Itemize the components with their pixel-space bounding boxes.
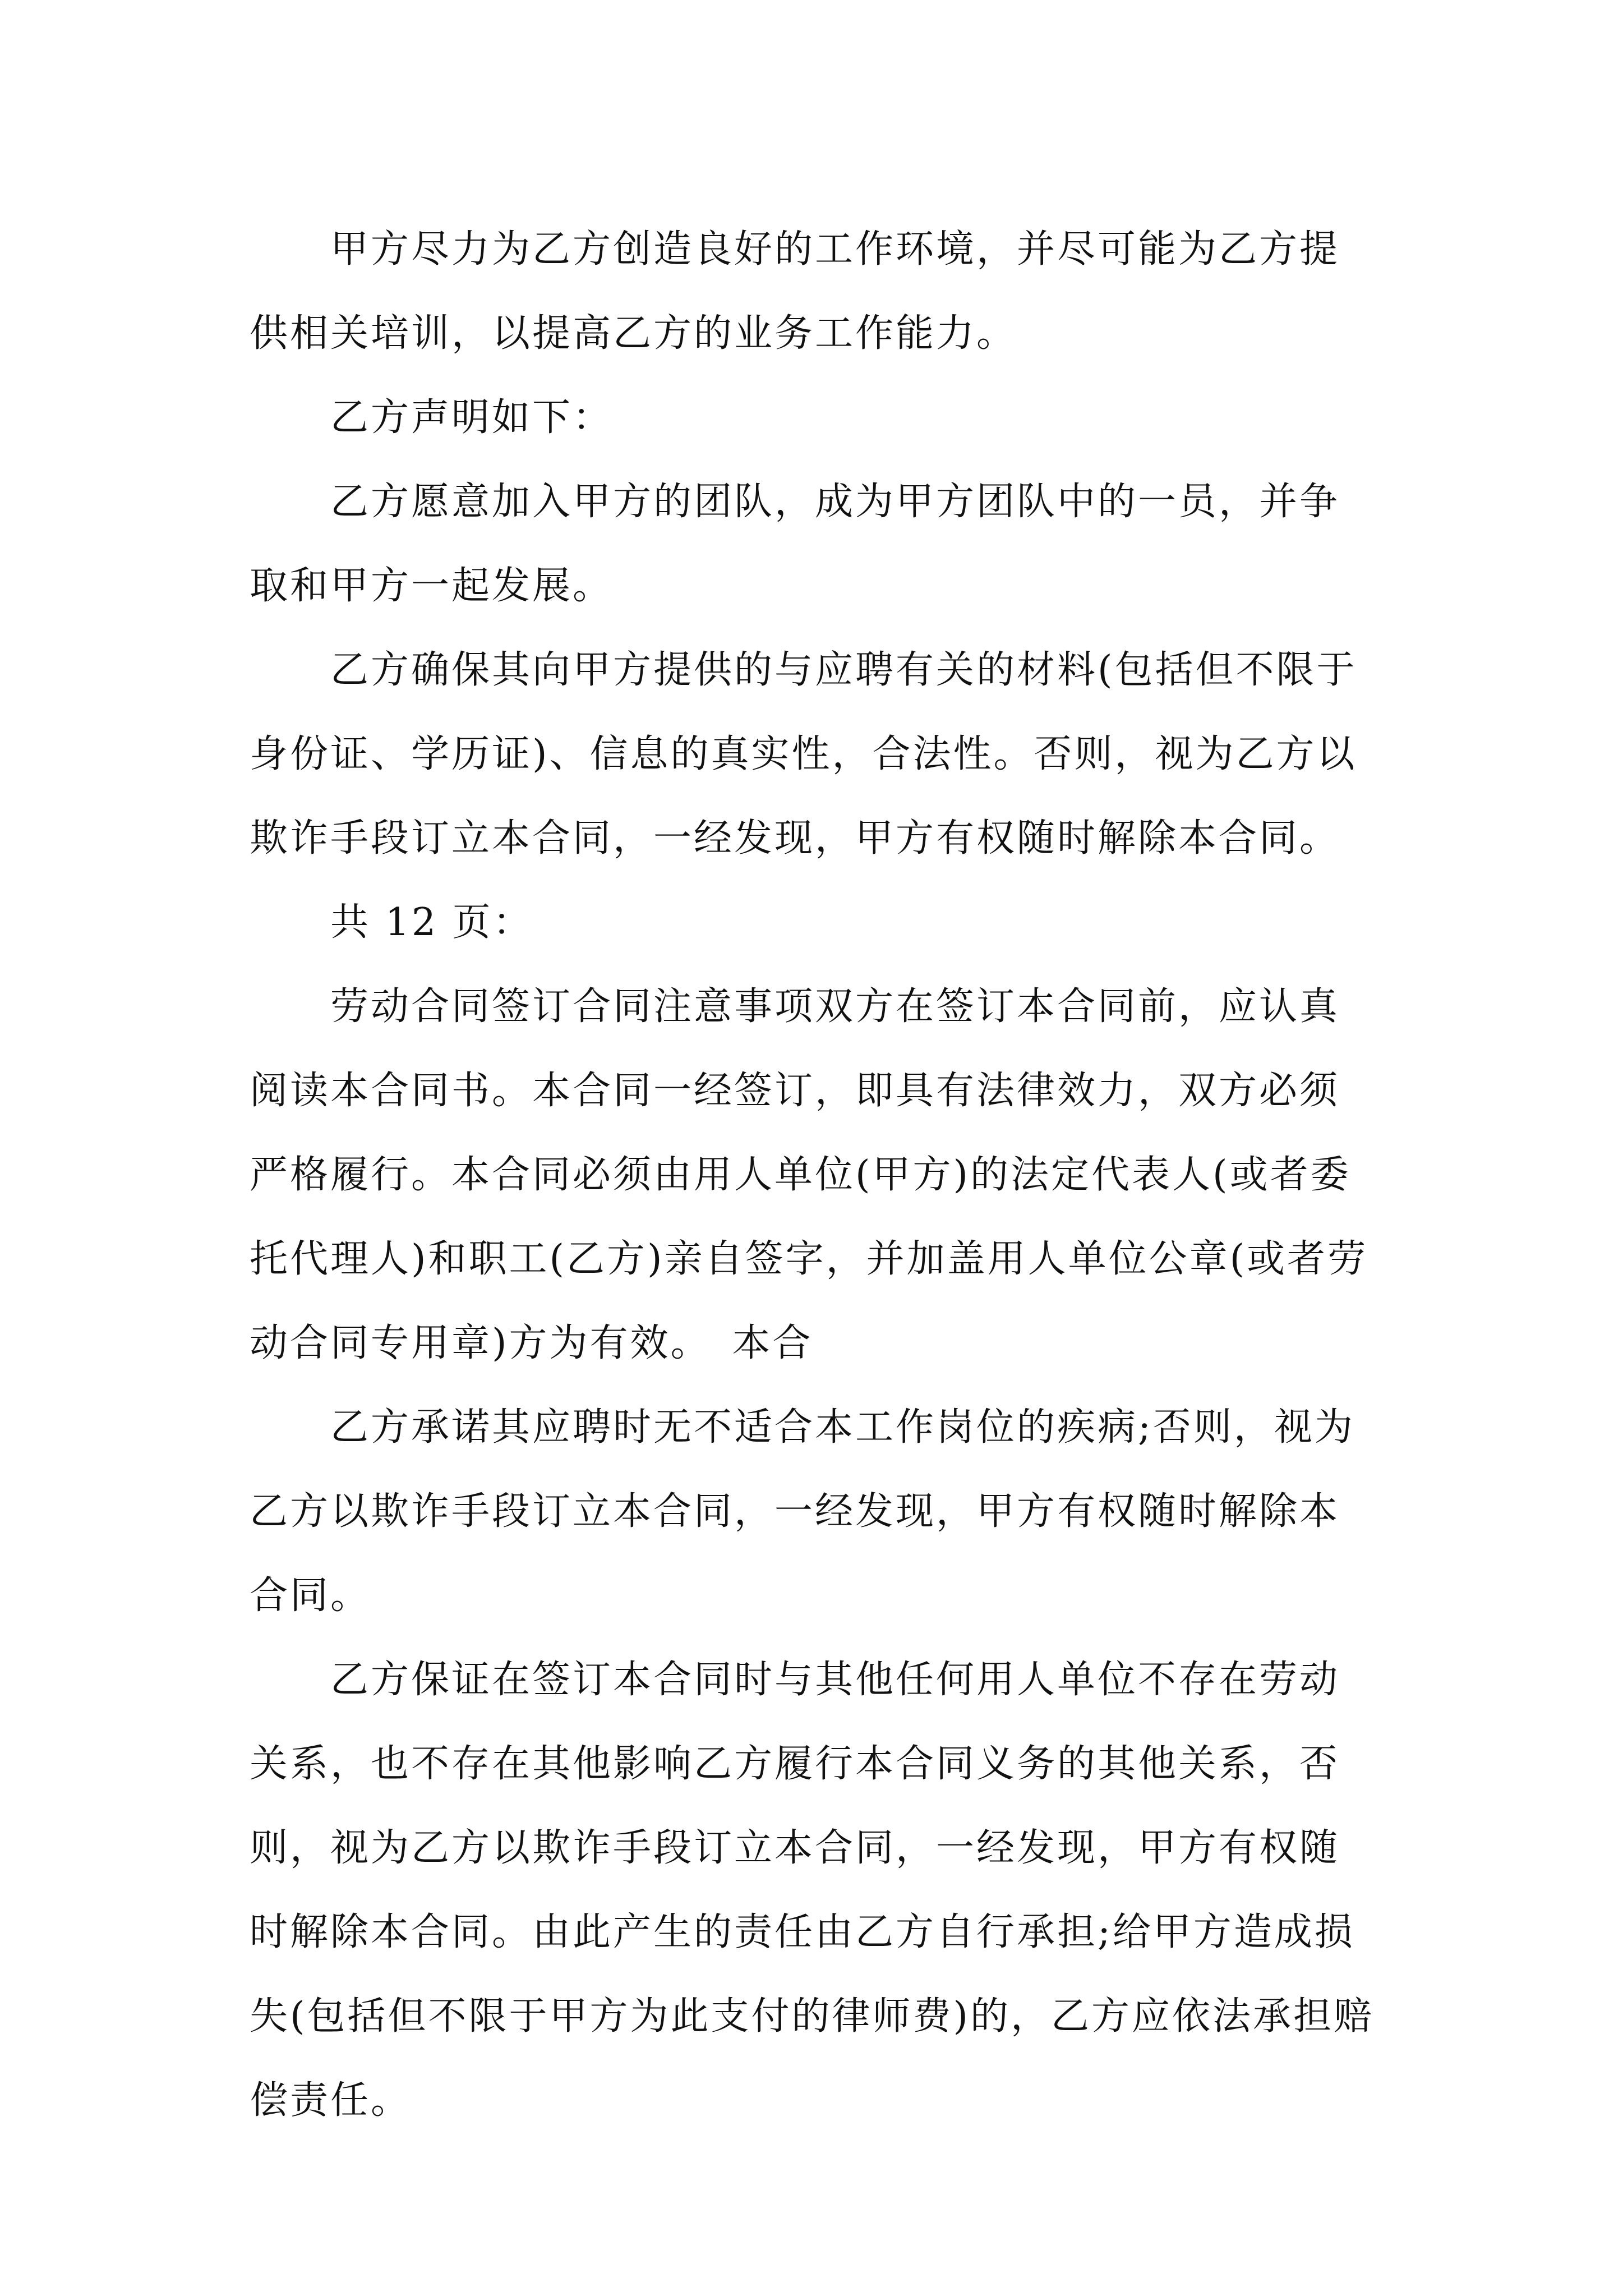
document-body [250,208,1377,2143]
paragraph-8: 乙方保证在签订本合同时与其他任何用人单位不存在劳动关系，也不存在其他影响乙方履行本合同义务的其他关系，否则，视为乙方以欺诈手段订立本合同，一经发现，甲方有权随时解除本合同。由此产生的责任由乙方自行承担;给甲方造成损失(包括但不限于甲方为此支付的律师费)的，乙方应依法承担赔偿责任。 [250,1658,1375,2123]
paragraph-5: 共 12 页： [330,900,533,945]
paragraph-4: 乙方确保其向甲方提供的与应聘有关的材料(包括但不限于身份证、学历证)、信息的真实性，合法性。否则，视为乙方以欺诈手段订立本合同，一经发现，甲方有权随时解除本合同。 [250,648,1357,861]
paragraph-2: 乙方声明如下： [330,395,614,440]
paragraph-3: 乙方愿意加入甲方的团队，成为甲方团队中的一员，并争取和甲方一起发展。 [250,480,1340,608]
paragraph-7: 乙方承诺其应聘时无不适合本工作岗位的疾病;否则，视为乙方以欺诈手段订立本合同，一经发现，甲方有权随时解除本合同。 [250,1405,1355,1618]
paragraph-6: 劳动合同签订合同注意事项双方在签订本合同前，应认真阅读本合同书。本合同一经签订，即具有法律效力，双方必须严格履行。本合同必须由用人单位(甲方)的法定代表人(或者委托代理人)和职工(乙方)亲自签字，并加盖用人单位公章(或者劳动合同专用章)方为有效。 本合 [250,984,1368,1365]
paragraph-1: 甲方尽力为乙方创造良好的工作环境，并尽可能为乙方提供相关培训，以提高乙方的业务工作能力。 [250,227,1340,356]
